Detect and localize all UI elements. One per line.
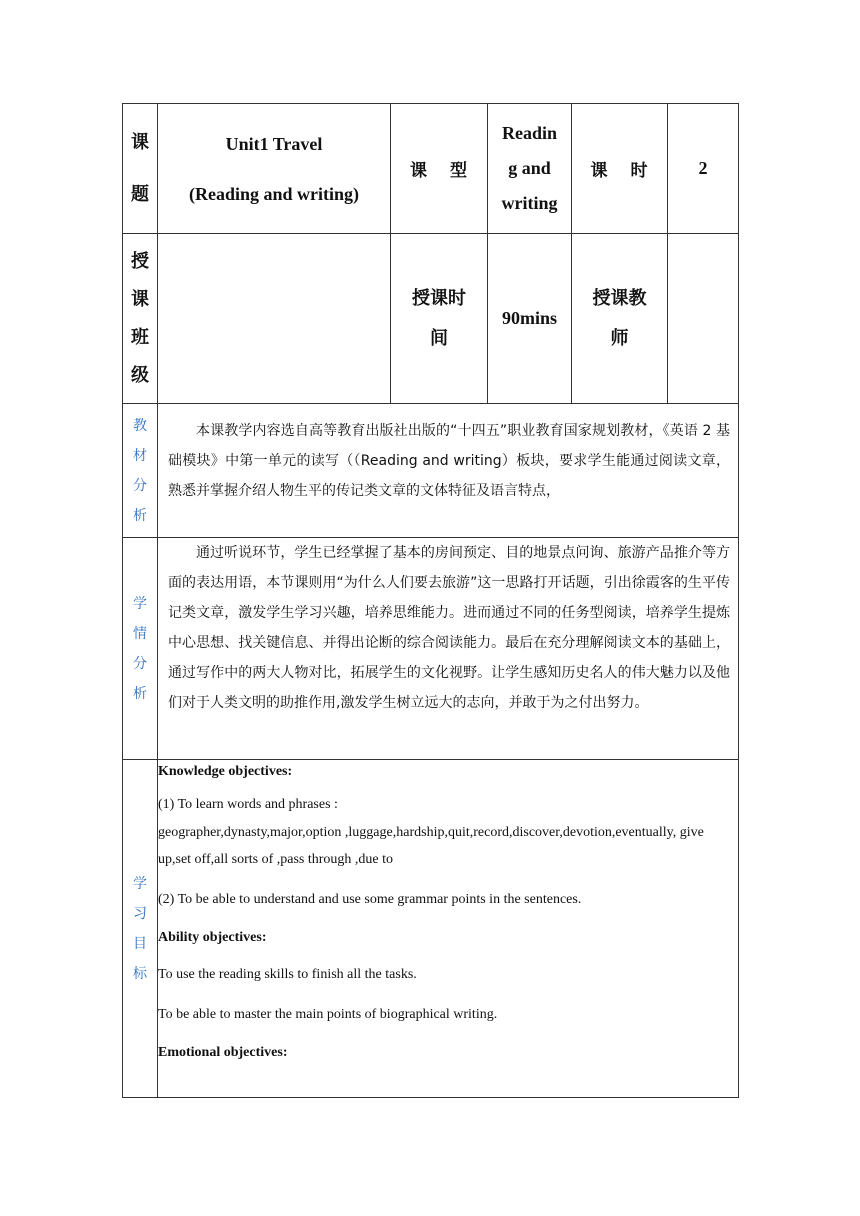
ability-heading: Ability objectives: — [158, 930, 267, 945]
unit-title: Unit1 Travel (Reading and writing) — [158, 104, 391, 234]
teacher-label: 授课教 师 — [572, 234, 668, 404]
lesson-plan-table — [122, 103, 739, 1098]
textbook-analysis-cell — [158, 404, 739, 538]
row-topic — [123, 104, 739, 234]
class-value — [158, 234, 391, 404]
row-objectives — [123, 760, 739, 1098]
ability-item-2: To be able to master the main points of biographical writing. — [158, 1007, 498, 1022]
learner-analysis-label: 学 情 分 析 — [123, 538, 158, 760]
objectives-cell — [158, 760, 739, 1098]
emotional-heading: Emotional objectives: — [158, 1045, 288, 1060]
topic-label: 课 题 — [123, 104, 158, 234]
row-learner-analysis — [123, 538, 739, 760]
knowledge-item-1: (1) To learn words and phrases : — [158, 797, 338, 812]
textbook-analysis-text: 本课教学内容选自高等教育出版社出版的“十四五”职业教育国家规划教材，《英语 2 基础模块》中第一单元的读写（（Reading and writing）板块，要求学生能通过阅读文章，熟悉并掌握介绍人物生平的传记类文章的文体特征及语言特点， — [168, 423, 730, 499]
ability-item-1: To use the reading skills to finish all the tasks. — [158, 967, 417, 982]
lesson-type-label: 课 型 — [391, 104, 488, 234]
objectives-label: 学 习 目 标 — [123, 760, 158, 1098]
learner-analysis-cell — [158, 538, 739, 760]
knowledge-heading: Knowledge objectives: — [158, 764, 293, 779]
learner-analysis-text: 通过听说环节，学生已经掌握了基本的房间预定、目的地景点问询、旅游产品推介等方面的表达用语，本节课则用“为什么人们要去旅游”这一思路打开话题，引出徐霞客的生平传记类文章，激发学生学习兴趣，培养思维能力。进而通过不同的任务型阅读，培养学生提炼中心思想、找关键信息、并得出论断的综合阅读能力。最后在充分理解阅读文本的基础上，通过写作中的两大人物对比，拓展学生的文化视野。让学生感知历史名人的伟大魅力以及他们对于人类文明的助推作用,激发学生树立远大的志向，并敢于为之付出努力。 — [168, 545, 730, 711]
lesson-type-value: Readin g and writing — [488, 104, 572, 234]
textbook-analysis-label: 教 材 分 析 — [123, 404, 158, 538]
time-value: 90mins — [488, 234, 572, 404]
knowledge-words: geographer,dynasty,major,option ,luggage,hardship,quit,record,discover,devotion,eventually, give up,set off,all sorts of ,pass through ,due to — [158, 825, 704, 867]
period-label: 课 时 — [572, 104, 668, 234]
knowledge-item-2: (2) To be able to understand and use some grammar points in the sentences. — [158, 892, 582, 907]
row-class — [123, 234, 739, 404]
row-textbook-analysis — [123, 404, 739, 538]
period-value: 2 — [668, 104, 739, 234]
time-label: 授课时 间 — [391, 234, 488, 404]
class-label: 授 课 班 级 — [123, 234, 158, 404]
teacher-value — [668, 234, 739, 404]
